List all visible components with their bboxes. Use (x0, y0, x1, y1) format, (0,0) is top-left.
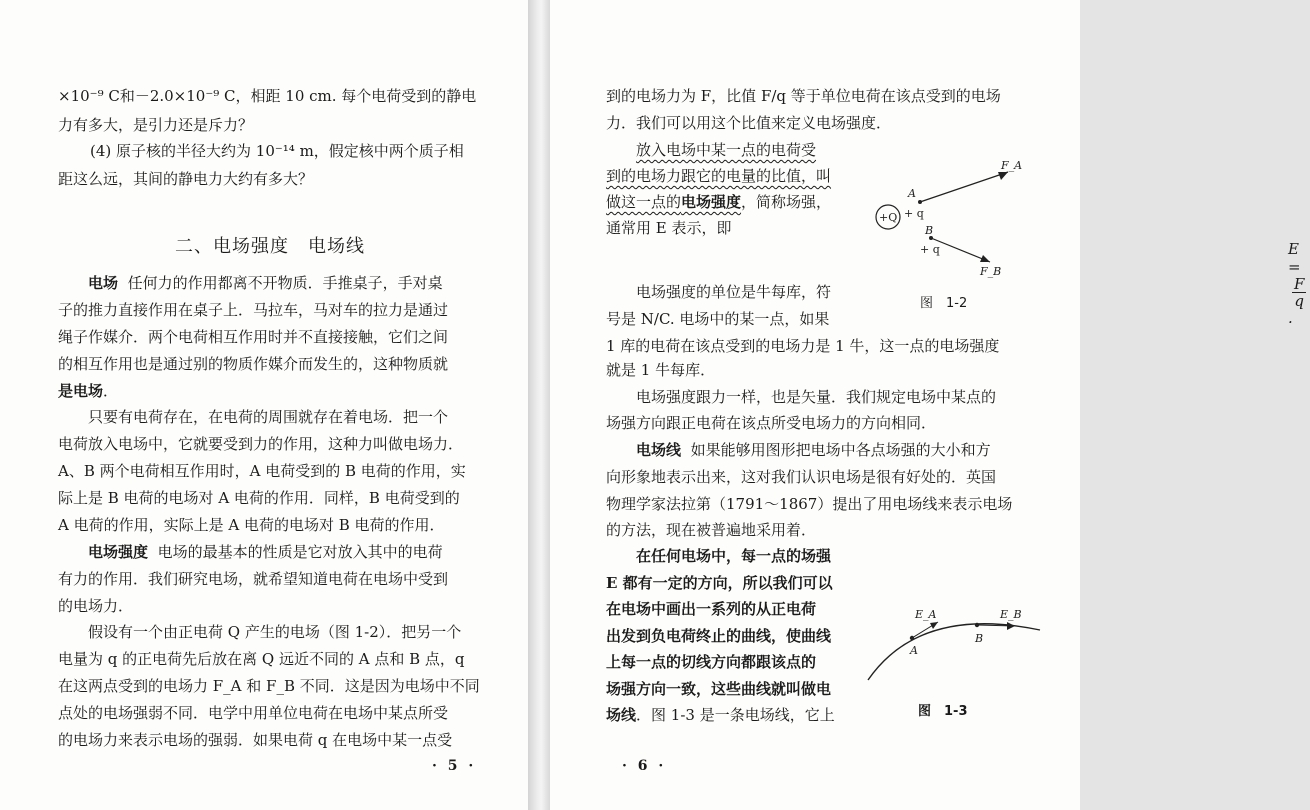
definition-line: 做这一点的电场强度，简称场强， (606, 193, 832, 211)
formula-e-equals-f-over-q: E = $\frac{F}{q}$ . (1288, 240, 1305, 327)
text-line: 1 库的电荷在该点受到的电场力是 1 牛，这一点的电场强度 (606, 337, 1000, 355)
text-line: A、B 两个电荷相互作用时，A 电荷受到的 B 电荷的作用，实 (58, 462, 466, 480)
force-b-arrowhead (980, 255, 990, 262)
point-b-label: B (925, 224, 934, 237)
field-a-label: E_A (915, 608, 937, 621)
text-line: 的电场力来表示电场的强弱．如果电荷 q 在电场中某一点受 (58, 731, 453, 749)
text-line: 际上是 B 电荷的电场对 A 电荷的作用．同样，B 电荷受到的 (58, 489, 460, 507)
field-line-curve (868, 624, 1040, 680)
section-heading: 二、电场强度 电场线 (175, 236, 365, 257)
text-line: 距这么远，其间的静电力大约有多大？ (58, 170, 314, 188)
text-line: 就是 1 牛每库． (606, 361, 716, 379)
force-b-label: F_B (980, 265, 1002, 278)
point-b-label: B (975, 632, 984, 645)
text-line: 电荷放入电场中，它就要受到力的作用，这种力叫做电场力． (58, 435, 464, 453)
term-field-line: 电场线 (636, 441, 682, 459)
text-line: 电场强度跟力一样，也是矢量．我们规定电场中某点的 (636, 388, 997, 406)
text-line: 场线．图 1-3 是一条电场线，它上 (606, 706, 835, 724)
text-line: 有力的作用．我们研究电场，就希望知道电荷在电场中受到 (58, 570, 449, 588)
term-field-intensity: 电场强度 (88, 543, 149, 561)
charge-b-label: + q (920, 243, 940, 256)
page-number: · 6 · (622, 758, 667, 774)
page-number: · 5 · (432, 758, 477, 774)
bold-line: 在任何电场中，每一点的场强 (636, 547, 832, 565)
left-page (0, 0, 528, 810)
text-line: 到的电场力为 F，比值 F/q 等于单位电荷在该点受到的电场 (606, 87, 1001, 105)
text-line: 电场强度 电场的最基本的性质是它对放入其中的电荷 (88, 543, 443, 561)
text-line: 假设有一个由正电荷 Q 产生的电场（图 1-2）．把另一个 (88, 623, 462, 641)
text-line: 号是 N/C. 电场中的某一点，如果 (606, 310, 830, 328)
text-line: 是电场． (58, 382, 119, 400)
force-a-arrow (920, 172, 1008, 202)
figure-1-3 (860, 600, 1050, 705)
figure-1-3-caption: 图 1-3 (918, 704, 968, 719)
text-line: 力有多大，是引力还是斥力？ (58, 116, 254, 134)
text-line: 电场强度的单位是牛每库，符 (636, 283, 832, 301)
figure-1-2-caption: 图 1-2 (920, 296, 968, 311)
charge-a-label: + q (904, 207, 924, 220)
text-line: 电场线 如果能够用图形把电场中各点场强的大小和方 (636, 441, 991, 459)
force-a-label: F_A (1001, 159, 1023, 172)
text-line: 电场 任何力的作用都离不开物质．手推桌子，手对桌 (88, 274, 443, 292)
text-line: 通常用 E 表示，即 (606, 219, 732, 237)
text-line: 只要有电荷存在，在电荷的周围就存在着电场．把一个 (88, 408, 449, 426)
force-b-arrow (931, 238, 990, 262)
bold-line: 场强方向一致，这些曲线就叫做电 (606, 680, 832, 698)
book-gutter (528, 0, 550, 810)
text-line: 电量为 q 的正电荷先后放在离 Q 远近不同的 A 点和 B 点，q (58, 650, 465, 668)
text-line: A 电荷的作用，实际上是 A 电荷的电场对 B 电荷的作用． (58, 516, 445, 534)
definition-line: 放入电场中某一点的电荷受 (636, 141, 817, 159)
source-charge-label: +Q (879, 211, 898, 224)
text-line: 绳子作媒介．两个电荷相互作用时并不直接接触，它们之间 (58, 328, 449, 346)
term-electric-field: 电场 (88, 274, 119, 292)
figure-1-2 (868, 155, 1028, 280)
text-line: 向形象地表示出来，这对我们认识电场是很有好处的．英国 (606, 468, 997, 486)
text-line: 点处的电场强弱不同．电学中用单位电荷在电场中某点所受 (58, 704, 449, 722)
text-line: 物理学家法拉第（1791～1867）提出了用电场线来表示电场 (606, 495, 1013, 513)
text-line: 子的推力直接作用在桌子上．马拉车，马对车的拉力是通过 (58, 301, 449, 319)
bold-line: E 都有一定的方向，所以我们可以 (606, 574, 833, 592)
right-page (550, 0, 1305, 810)
point-a-label: A (910, 644, 918, 657)
text-line: 在这两点受到的电场力 F_A 和 F_B 不同．这是因为电场中不同 (58, 677, 480, 695)
text-line: 的相互作用也是通过别的物质作媒介而发生的，这种物质就 (58, 355, 449, 373)
field-b-arrowhead (1007, 622, 1015, 630)
text-line: 的电场力． (58, 597, 134, 615)
field-a-arrowhead (930, 622, 938, 629)
force-a-arrowhead (998, 172, 1008, 180)
text-line: (4) 原子核的半径大约为 10⁻¹⁴ m，假定核中两个质子相 (90, 142, 464, 160)
text-line: 的方法，现在被普遍地采用着． (606, 521, 817, 539)
definition-line: 到的电场力跟它的电量的比值，叫 (606, 167, 832, 185)
text-line: 场强方向跟正电荷在该点所受电场力的方向相同． (606, 414, 937, 432)
point-a-label: A (908, 187, 916, 200)
text-line: ×10⁻⁹ C和－2.0×10⁻⁹ C，相距 10 cm. 每个电荷受到的静电 (58, 87, 477, 105)
bold-line: 上每一点的切线方向都跟该点的 (606, 653, 817, 671)
bold-line: 在电场中画出一系列的从正电荷 (606, 600, 817, 618)
text-line: 力．我们可以用这个比值来定义电场强度． (606, 114, 892, 132)
bold-line: 出发到负电荷终止的曲线，使曲线 (606, 627, 832, 645)
field-b-label: E_B (1000, 608, 1022, 621)
